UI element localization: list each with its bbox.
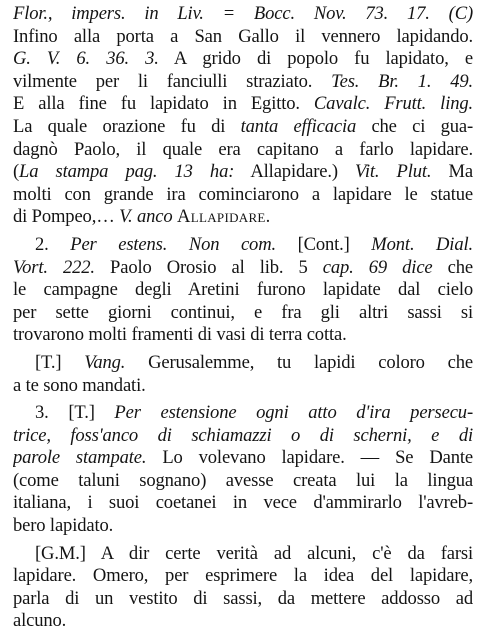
text-segment: vilmente per li fanciulli straziato. <box>13 70 332 92</box>
text-segment: [T.] <box>35 351 85 373</box>
text-segment: bero lapidato. <box>13 515 114 537</box>
text-segment: di Pompeo,… <box>13 206 120 228</box>
text-line <box>13 3 473 26</box>
text-segment: Allapidare.) <box>234 161 356 183</box>
italic-segment: cap. 69 dice <box>322 256 433 278</box>
text-line <box>13 116 473 139</box>
italic-segment: tanta efficacia <box>240 115 357 137</box>
text-line <box>13 93 473 116</box>
text-line <box>13 375 473 398</box>
text-segment: (come taluni sognano) avesse creata lui la lingua <box>13 469 473 491</box>
italic-segment: parole stampate. <box>13 447 147 469</box>
text-line <box>13 470 473 493</box>
section-heading-2 <box>13 234 473 257</box>
text-line <box>13 48 473 71</box>
text-segment: che ci gua- <box>356 115 473 137</box>
text-segment: [G.M.] A dir certe verità ad alcuni, c'è da farsi <box>35 542 473 564</box>
text-line <box>13 26 473 49</box>
text-line <box>13 543 473 566</box>
italic-segment: Per estens. Non com. <box>70 233 276 255</box>
text-line <box>13 324 473 347</box>
text-segment: [Cont.] <box>275 233 372 255</box>
text-segment: Infino alla porta a San Gallo il vennero lapidando. <box>13 25 473 47</box>
text-line <box>13 447 473 470</box>
text-line <box>13 588 473 611</box>
text-line <box>13 425 473 448</box>
text-line <box>13 257 473 280</box>
text-segment: che <box>432 256 473 278</box>
text-line <box>13 161 473 184</box>
text-line <box>13 352 473 375</box>
text-line <box>13 515 473 538</box>
cross-reference: Allapidare. <box>177 206 271 228</box>
text-line <box>13 610 473 633</box>
italic-segment: Mont. Dial. <box>371 233 473 255</box>
text-line <box>13 492 473 515</box>
text-segment: le campagne degli Aretini furono lapidate dal cielo <box>13 279 473 301</box>
italic-segment: Vit. Plut. <box>355 161 432 183</box>
text-segment: lapidare. Omero, per esprimere la idea del lapidare, <box>13 565 473 587</box>
italic-segment: G. V. 6. 36. 3. <box>13 48 159 70</box>
italic-segment: Vort. 222. <box>13 256 95 278</box>
text-segment: E alla fine fu lapidato in Egitto. <box>13 93 314 115</box>
text-segment: Lo volevano lapidare. — Se Dante <box>146 447 473 469</box>
italic-segment: La stampa pag. 13 ha: <box>19 161 235 183</box>
italic-segment: Vang. <box>84 351 126 373</box>
text-segment: Ma <box>431 161 473 183</box>
text-segment: parla di un vestito di sassi, da mettere addosso ad <box>13 587 473 609</box>
italic-segment: Tes. Br. 1. 49. <box>331 70 473 92</box>
text-segment: A grido di popolo fu lapidato, e <box>158 48 473 70</box>
text-line <box>13 139 473 162</box>
italic-segment: V. anco <box>119 206 173 228</box>
text-segment: italiana, i suoi coetanei in vece d'ammirarlo l'avreb- <box>13 492 473 514</box>
section-heading-3 <box>13 402 473 425</box>
text-segment: alcuno. <box>13 610 67 632</box>
text-segment: trovarono molti framenti di vasi di terra cotta. <box>13 324 347 346</box>
text-line <box>13 184 473 207</box>
text-line <box>13 206 473 229</box>
text-segment: molti con grande ira cominciarono a lapidare le statue <box>13 183 473 205</box>
text-line <box>13 565 473 588</box>
italic-segment: Flor., impers. in Liv. = Bocc. Nov. 73. 17. (C) <box>13 3 473 24</box>
text-segment: Gerusalemme, tu lapidi coloro che <box>125 351 473 373</box>
italic-segment: trice, foss'anco di schiamazzi o di scherni, e di <box>13 424 473 446</box>
text-line <box>13 302 473 325</box>
text-segment: ( <box>13 161 20 183</box>
text-segment: La quale orazione fu di <box>13 115 241 137</box>
italic-segment: Per estensione ogni atto d'ira persecu- <box>114 402 473 424</box>
text-segment: 2. <box>35 233 71 255</box>
text-line <box>13 71 473 94</box>
italic-segment: Cavalc. Frutt. ling. <box>313 93 473 115</box>
text-segment: per sette giorni continui, e fra gli altri sassi si <box>13 301 473 323</box>
text-segment: dagnò Paolo, il quale era capitano a farlo lapidare. <box>13 138 473 160</box>
text-segment: Paolo Orosio al lib. 5 <box>94 256 323 278</box>
text-segment: 3. [T.] <box>35 402 115 424</box>
text-line <box>13 279 473 302</box>
text-segment: a te sono mandati. <box>13 374 146 396</box>
